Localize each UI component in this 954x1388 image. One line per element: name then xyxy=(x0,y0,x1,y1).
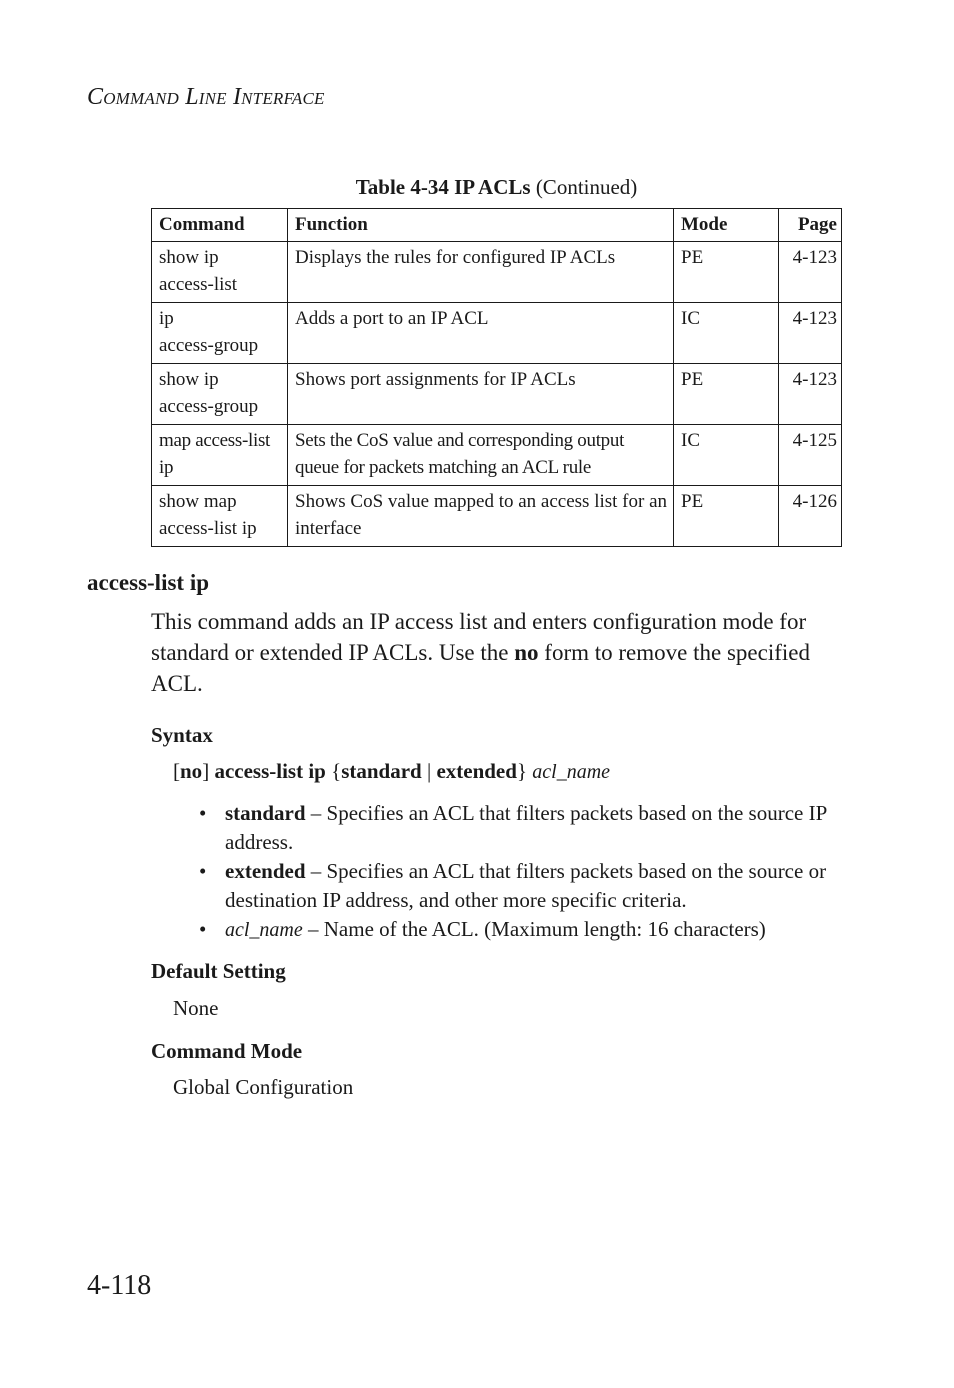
page-cell: 4-123 xyxy=(779,303,842,364)
ip-acl-table xyxy=(151,208,842,547)
function-cell: Sets the CoS value and corresponding output queue for packets matching an ACL rule xyxy=(288,425,674,486)
table-row xyxy=(152,425,842,486)
parameter-list xyxy=(197,799,857,945)
running-header: Command Line Interface xyxy=(87,84,325,110)
column-header-function: Function xyxy=(288,209,674,242)
table-row xyxy=(152,242,842,303)
command-line-1: map access-list xyxy=(159,430,271,451)
syntax-extended: extended xyxy=(436,759,517,783)
command-cell xyxy=(152,364,288,425)
command-line-1: show ip xyxy=(159,369,219,390)
list-item xyxy=(197,915,857,945)
function-cell: Displays the rules for configured IP ACLs xyxy=(288,242,674,303)
command-mode-heading: Command Mode xyxy=(151,1039,303,1063)
param-description: – Specifies an ACL that filters packets based on the source or destination IP address, and other more specific criteria. xyxy=(225,859,827,912)
syntax-open-brace: { xyxy=(331,759,342,783)
column-header-command: Command xyxy=(152,209,288,242)
command-cell xyxy=(152,425,288,486)
section-title: access-list ip xyxy=(87,570,210,595)
syntax-pipe: | xyxy=(426,759,432,783)
description-text-2: form to remove the specified ACL. xyxy=(151,640,810,696)
command-line-1: show map xyxy=(159,491,237,512)
command-line-2: ip xyxy=(159,457,174,478)
page-number: 4-118 xyxy=(87,1270,152,1301)
table-row xyxy=(152,486,842,547)
default-setting-heading: Default Setting xyxy=(151,959,286,983)
command-line-1: show ip xyxy=(159,247,219,268)
param-term: extended xyxy=(225,859,306,883)
command-cell xyxy=(152,242,288,303)
param-term: acl_name xyxy=(225,919,303,941)
column-header-page: Page xyxy=(779,209,842,242)
list-item xyxy=(197,799,857,857)
description-keyword: no xyxy=(514,640,539,665)
param-term: standard xyxy=(225,801,306,825)
command-line-2: access-group xyxy=(159,396,259,417)
command-cell xyxy=(152,486,288,547)
command-line-2: access-list xyxy=(159,274,238,295)
table-row xyxy=(152,303,842,364)
page-cell: 4-126 xyxy=(779,486,842,547)
table-caption xyxy=(151,175,842,200)
command-line-2: access-group xyxy=(159,335,259,356)
table-header-row xyxy=(152,209,842,242)
function-cell: Adds a port to an IP ACL xyxy=(288,303,674,364)
param-description: – Name of the ACL. (Maximum length: 16 characters) xyxy=(302,917,766,941)
command-mode-value: Global Configuration xyxy=(173,1075,354,1099)
syntax-command: access-list ip xyxy=(214,759,326,783)
syntax-open-bracket: [ xyxy=(173,759,180,783)
function-cell: Shows port assignments for IP ACLs xyxy=(288,364,674,425)
syntax-line xyxy=(173,759,610,784)
function-cell: Shows CoS value mapped to an access list for an interface xyxy=(288,486,674,547)
table-caption-label: Table 4-34 IP ACLs xyxy=(355,175,531,199)
syntax-close-brace: } xyxy=(516,759,528,783)
page-cell: 4-125 xyxy=(779,425,842,486)
page-cell: 4-123 xyxy=(779,242,842,303)
syntax-argument: acl_name xyxy=(532,761,611,783)
syntax-close-bracket: ] xyxy=(202,759,210,783)
default-setting-value: None xyxy=(173,996,219,1020)
table-row xyxy=(152,364,842,425)
syntax-heading: Syntax xyxy=(151,723,213,747)
mode-cell: PE xyxy=(674,486,779,547)
mode-cell: IC xyxy=(674,303,779,364)
mode-cell: IC xyxy=(674,425,779,486)
param-description: – Specifies an ACL that filters packets based on the source IP address. xyxy=(225,801,827,854)
table-caption-suffix: (Continued) xyxy=(535,175,638,199)
page-cell: 4-123 xyxy=(779,364,842,425)
syntax-standard: standard xyxy=(341,759,422,783)
syntax-no: no xyxy=(180,759,203,783)
list-item xyxy=(197,857,857,915)
mode-cell: PE xyxy=(674,364,779,425)
command-description xyxy=(151,606,841,699)
description-text-1: This command adds an IP access list and enters configuration mode for standard or extended IP ACLs. Use the xyxy=(151,609,807,665)
command-cell xyxy=(152,303,288,364)
column-header-mode: Mode xyxy=(674,209,779,242)
command-line-2: access-list ip xyxy=(159,518,257,539)
mode-cell: PE xyxy=(674,242,779,303)
command-line-1: ip xyxy=(159,308,174,329)
